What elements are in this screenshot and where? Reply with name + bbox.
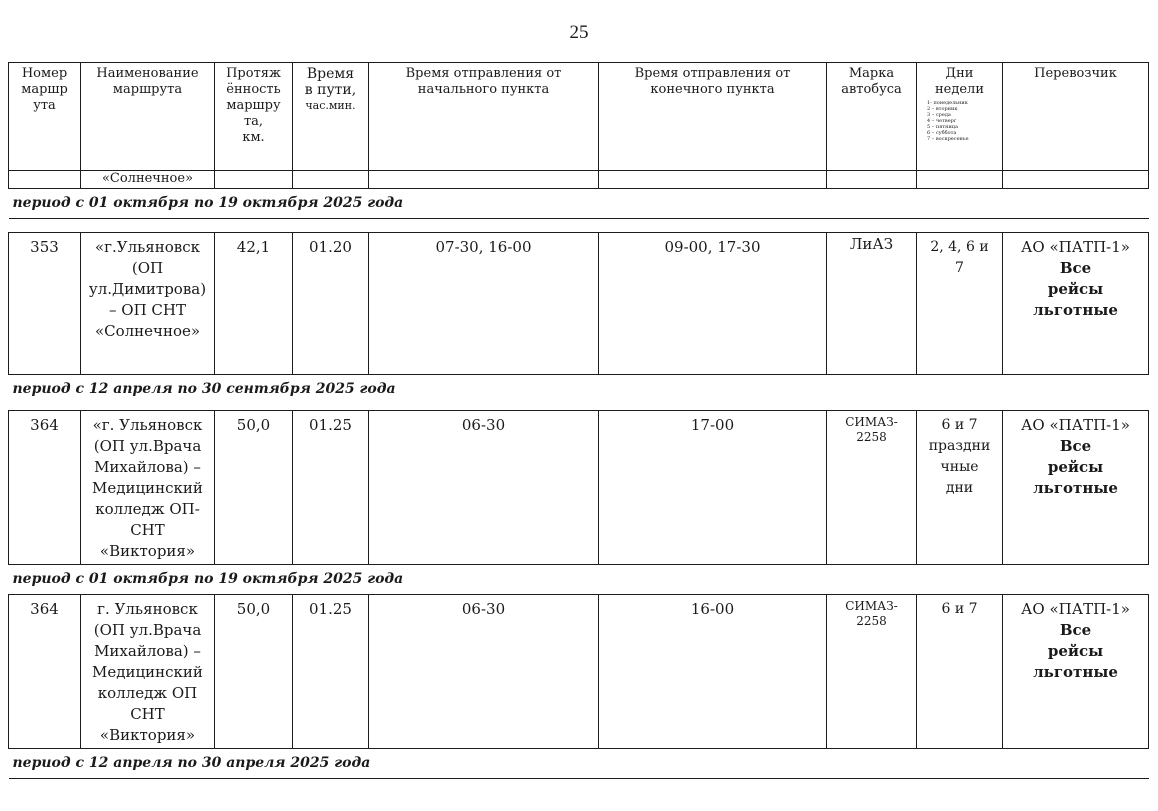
departure-start: 06-30 bbox=[369, 595, 599, 749]
carrier: АО «ПАТП-1» Все рейсы льготные bbox=[1003, 411, 1149, 565]
period-label: период с 01 октября по 19 октября 2025 года bbox=[9, 189, 1149, 219]
route-number: 364 bbox=[9, 595, 81, 749]
departure-end: 09-00, 17-30 bbox=[599, 233, 827, 375]
route-name: «г.Ульяновск (ОП ул.Димитрова) – ОП СНТ «Солнечное» bbox=[81, 233, 215, 375]
route-length: 42,1 bbox=[215, 233, 293, 375]
days-of-week: 6 и 7 праздни чные дни bbox=[917, 411, 1003, 565]
days-of-week: 6 и 7 bbox=[917, 595, 1003, 749]
departure-end: 16-00 bbox=[599, 595, 827, 749]
spacer-row bbox=[9, 219, 1149, 233]
bus-model: СИМАЗ- 2258 bbox=[827, 595, 917, 749]
route-name: г. Ульяновск (ОП ул.Врача Михайлова) – Медицинский колледж ОП СНТ «Виктория» bbox=[81, 595, 215, 749]
schedule-table bbox=[8, 62, 1149, 779]
bus-model: СИМАЗ- 2258 bbox=[827, 411, 917, 565]
continuation-route-name: «Солнечное» bbox=[81, 171, 215, 189]
travel-time: 01.25 bbox=[293, 411, 369, 565]
header-days: Дни недели 1- понедельник 2 – вторник 3 – среда 4 – четверг 5 – пятница 6 – суббота 7 – воскресенье bbox=[917, 63, 1003, 171]
period-label: период с 12 апреля по 30 сентября 2025 года bbox=[9, 375, 1149, 411]
route-length: 50,0 bbox=[215, 595, 293, 749]
header-carrier: Перевозчик bbox=[1003, 63, 1149, 171]
header-departure-start: Время отправления от начального пункта bbox=[369, 63, 599, 171]
table-row bbox=[9, 233, 1149, 375]
header-bus-model: Марка автобуса bbox=[827, 63, 917, 171]
route-number: 353 bbox=[9, 233, 81, 375]
days-legend: 1- понедельник 2 – вторник 3 – среда 4 – четверг 5 – пятница 6 – суббота 7 – воскресенье bbox=[927, 100, 969, 142]
continuation-row bbox=[9, 171, 1149, 189]
header-route-name: Наименование маршрута bbox=[81, 63, 215, 171]
period-row bbox=[9, 189, 1149, 219]
table-row bbox=[9, 411, 1149, 565]
departure-end: 17-00 bbox=[599, 411, 827, 565]
period-label: период с 01 октября по 19 октября 2025 года bbox=[9, 565, 1149, 595]
header-row bbox=[9, 63, 1149, 171]
travel-time: 01.20 bbox=[293, 233, 369, 375]
header-departure-end: Время отправления от конечного пункта bbox=[599, 63, 827, 171]
header-travel-time: Время в пути, час.мин. bbox=[293, 63, 369, 171]
departure-start: 06-30 bbox=[369, 411, 599, 565]
period-row bbox=[9, 375, 1149, 411]
table-row bbox=[9, 595, 1149, 749]
header-length: Протяж ённость маршру та, км. bbox=[215, 63, 293, 171]
carrier: АО «ПАТП-1» Все рейсы льготные bbox=[1003, 233, 1149, 375]
departure-start: 07-30, 16-00 bbox=[369, 233, 599, 375]
period-label: период с 12 апреля по 30 апреля 2025 года bbox=[9, 749, 1149, 779]
carrier: АО «ПАТП-1» Все рейсы льготные bbox=[1003, 595, 1149, 749]
bus-model: ЛиАЗ bbox=[827, 233, 917, 375]
header-route-number: Номер маршр ута bbox=[9, 63, 81, 171]
days-of-week: 2, 4, 6 и 7 bbox=[917, 233, 1003, 375]
period-row bbox=[9, 565, 1149, 595]
route-name: «г. Ульяновск (ОП ул.Врача Михайлова) – Медицинский колледж ОП- СНТ «Виктория» bbox=[81, 411, 215, 565]
period-row bbox=[9, 749, 1149, 779]
travel-time: 01.25 bbox=[293, 595, 369, 749]
route-length: 50,0 bbox=[215, 411, 293, 565]
route-number: 364 bbox=[9, 411, 81, 565]
page-number: 25 bbox=[569, 22, 589, 43]
